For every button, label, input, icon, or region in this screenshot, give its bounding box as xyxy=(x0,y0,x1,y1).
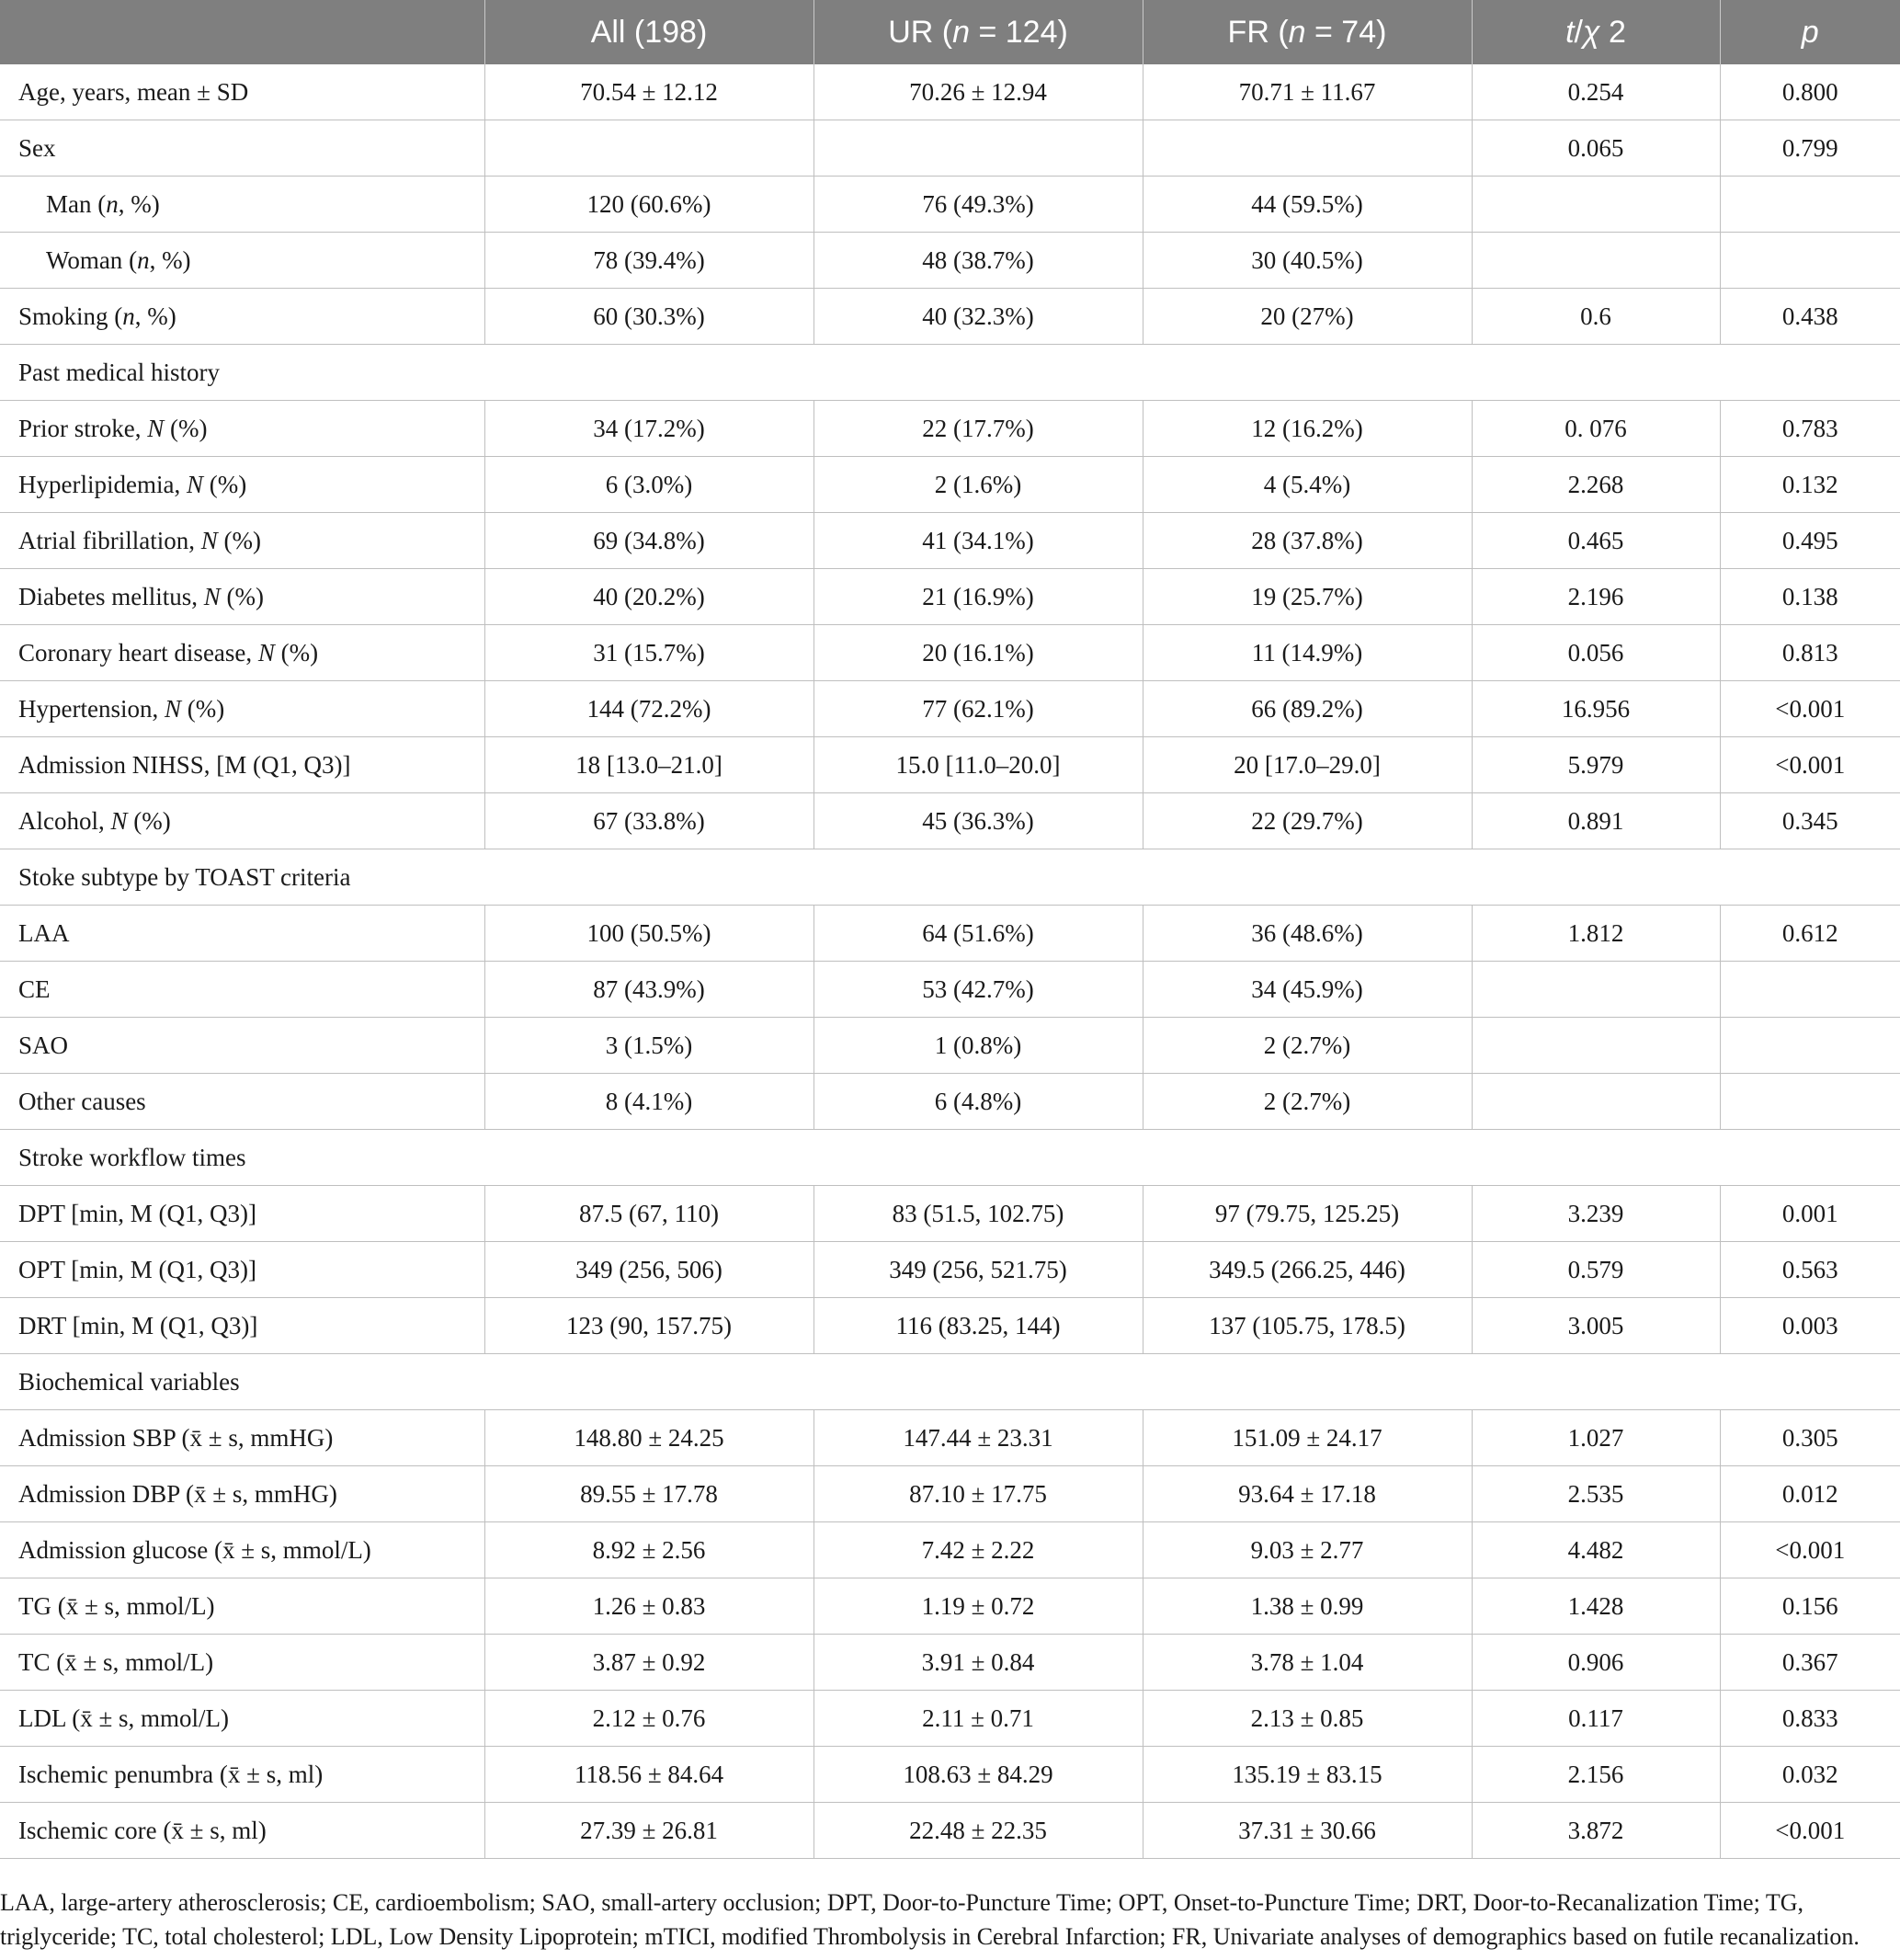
stat-cell: 5.979 xyxy=(1472,737,1720,793)
stat-cell: 3.872 xyxy=(1472,1803,1720,1859)
fr-cell: 137 (105.75, 178.5) xyxy=(1143,1298,1472,1354)
fr-cell: 151.09 ± 24.17 xyxy=(1143,1410,1472,1466)
fr-cell: 44 (59.5%) xyxy=(1143,177,1472,233)
table-row xyxy=(0,793,1900,849)
all-cell: 34 (17.2%) xyxy=(484,401,813,457)
all-cell: 100 (50.5%) xyxy=(484,906,813,962)
stat-cell: 0.254 xyxy=(1472,64,1720,120)
fr-cell: 11 (14.9%) xyxy=(1143,625,1472,681)
table-row xyxy=(0,906,1900,962)
p-value-cell: 0.367 xyxy=(1720,1635,1900,1691)
all-cell: 70.54 ± 12.12 xyxy=(484,64,813,120)
table-row xyxy=(0,1018,1900,1074)
header-cell xyxy=(0,0,484,64)
section-label: Stoke subtype by TOAST criteria xyxy=(0,849,1900,906)
p-value-cell: <0.001 xyxy=(1720,737,1900,793)
p-value-cell: <0.001 xyxy=(1720,1522,1900,1578)
row-label: Atrial fibrillation, N (%) xyxy=(0,513,484,569)
ur-cell: 83 (51.5, 102.75) xyxy=(813,1186,1143,1242)
all-cell: 120 (60.6%) xyxy=(484,177,813,233)
table-row xyxy=(0,1803,1900,1859)
fr-cell: 30 (40.5%) xyxy=(1143,233,1472,289)
table-row xyxy=(0,1691,1900,1747)
ur-cell: 2.11 ± 0.71 xyxy=(813,1691,1143,1747)
stat-cell: 0.117 xyxy=(1472,1691,1720,1747)
p-value-cell: 0.345 xyxy=(1720,793,1900,849)
section-label: Biochemical variables xyxy=(0,1354,1900,1410)
all-cell: 87.5 (67, 110) xyxy=(484,1186,813,1242)
p-value-cell: 0.001 xyxy=(1720,1186,1900,1242)
table-row xyxy=(0,962,1900,1018)
ur-cell xyxy=(813,120,1143,177)
ur-cell: 48 (38.7%) xyxy=(813,233,1143,289)
stat-cell: 2.268 xyxy=(1472,457,1720,513)
table-footnote: LAA, large-artery atherosclerosis; CE, cardioembolism; SAO, small-artery occlusion; DPT, Door-to-Puncture Time; OPT, Onset-to-Puncture Time; DRT, Door-to-Recanalization Time; TG, triglyceride; TC, total cholesterol; LDL, Low Density Lipoprotein; mTICI, modified Thrombolysis in Cerebral Infarction; FR, Univariate analyses of demographics based on futile recanalization. xyxy=(0,1889,1860,1950)
fr-cell: 20 [17.0–29.0] xyxy=(1143,737,1472,793)
header-cell: All (198) xyxy=(484,0,813,64)
p-value-cell: 0.003 xyxy=(1720,1298,1900,1354)
fr-cell: 2 (2.7%) xyxy=(1143,1018,1472,1074)
stat-cell: 2.196 xyxy=(1472,569,1720,625)
table-header xyxy=(0,0,1900,64)
stat-cell: 3.005 xyxy=(1472,1298,1720,1354)
row-label: Admission NIHSS, [M (Q1, Q3)] xyxy=(0,737,484,793)
all-cell: 1.26 ± 0.83 xyxy=(484,1578,813,1635)
row-label: Hyperlipidemia, N (%) xyxy=(0,457,484,513)
fr-cell: 70.71 ± 11.67 xyxy=(1143,64,1472,120)
fr-cell xyxy=(1143,120,1472,177)
all-cell: 144 (72.2%) xyxy=(484,681,813,737)
stat-cell: 2.156 xyxy=(1472,1747,1720,1803)
all-cell: 123 (90, 157.75) xyxy=(484,1298,813,1354)
row-label: Ischemic penumbra (x̄ ± s, ml) xyxy=(0,1747,484,1803)
p-value-cell: 0.012 xyxy=(1720,1466,1900,1522)
stat-cell: 1.027 xyxy=(1472,1410,1720,1466)
row-label: Admission SBP (x̄ ± s, mmHG) xyxy=(0,1410,484,1466)
all-cell: 27.39 ± 26.81 xyxy=(484,1803,813,1859)
all-cell: 78 (39.4%) xyxy=(484,233,813,289)
row-label: Hypertension, N (%) xyxy=(0,681,484,737)
ur-cell: 45 (36.3%) xyxy=(813,793,1143,849)
header-cell: FR (n = 74) xyxy=(1143,0,1472,64)
fr-cell: 28 (37.8%) xyxy=(1143,513,1472,569)
p-value-cell xyxy=(1720,233,1900,289)
stat-cell xyxy=(1472,962,1720,1018)
fr-cell: 34 (45.9%) xyxy=(1143,962,1472,1018)
table-row xyxy=(0,1410,1900,1466)
header-cell: p xyxy=(1720,0,1900,64)
all-cell: 60 (30.3%) xyxy=(484,289,813,345)
stat-cell: 1.812 xyxy=(1472,906,1720,962)
section-label: Stroke workflow times xyxy=(0,1130,1900,1186)
fr-cell: 1.38 ± 0.99 xyxy=(1143,1578,1472,1635)
p-value-cell xyxy=(1720,1018,1900,1074)
section-row xyxy=(0,1354,1900,1410)
ur-cell: 7.42 ± 2.22 xyxy=(813,1522,1143,1578)
header-cell: t/χ 2 xyxy=(1472,0,1720,64)
ur-cell: 87.10 ± 17.75 xyxy=(813,1466,1143,1522)
row-label: Admission glucose (x̄ ± s, mmol/L) xyxy=(0,1522,484,1578)
all-cell: 18 [13.0–21.0] xyxy=(484,737,813,793)
fr-cell: 4 (5.4%) xyxy=(1143,457,1472,513)
header-row xyxy=(0,0,1900,64)
fr-cell: 66 (89.2%) xyxy=(1143,681,1472,737)
row-label: Sex xyxy=(0,120,484,177)
p-value-cell: 0.799 xyxy=(1720,120,1900,177)
ur-cell: 116 (83.25, 144) xyxy=(813,1298,1143,1354)
row-label: LDL (x̄ ± s, mmol/L) xyxy=(0,1691,484,1747)
ur-cell: 147.44 ± 23.31 xyxy=(813,1410,1143,1466)
fr-cell: 36 (48.6%) xyxy=(1143,906,1472,962)
stat-cell xyxy=(1472,1018,1720,1074)
p-value-cell: 0.138 xyxy=(1720,569,1900,625)
p-value-cell: 0.305 xyxy=(1720,1410,1900,1466)
p-value-cell: 0.156 xyxy=(1720,1578,1900,1635)
p-value-cell: 0.800 xyxy=(1720,64,1900,120)
section-row xyxy=(0,849,1900,906)
ur-cell: 40 (32.3%) xyxy=(813,289,1143,345)
fr-cell: 349.5 (266.25, 446) xyxy=(1143,1242,1472,1298)
row-label: Coronary heart disease, N (%) xyxy=(0,625,484,681)
table-row xyxy=(0,120,1900,177)
all-cell: 349 (256, 506) xyxy=(484,1242,813,1298)
row-label: TC (x̄ ± s, mmol/L) xyxy=(0,1635,484,1691)
ur-cell: 1 (0.8%) xyxy=(813,1018,1143,1074)
stat-cell: 0.465 xyxy=(1472,513,1720,569)
row-label: Man (n, %) xyxy=(0,177,484,233)
fr-cell: 135.19 ± 83.15 xyxy=(1143,1747,1472,1803)
stat-cell: 0.906 xyxy=(1472,1635,1720,1691)
stat-cell: 0.579 xyxy=(1472,1242,1720,1298)
table-row xyxy=(0,1074,1900,1130)
ur-cell: 20 (16.1%) xyxy=(813,625,1143,681)
all-cell: 148.80 ± 24.25 xyxy=(484,1410,813,1466)
row-label: Other causes xyxy=(0,1074,484,1130)
stat-cell: 4.482 xyxy=(1472,1522,1720,1578)
table-row xyxy=(0,1522,1900,1578)
stat-cell: 1.428 xyxy=(1472,1578,1720,1635)
table-row xyxy=(0,457,1900,513)
ur-cell: 41 (34.1%) xyxy=(813,513,1143,569)
all-cell: 6 (3.0%) xyxy=(484,457,813,513)
row-label: Age, years, mean ± SD xyxy=(0,64,484,120)
table-row xyxy=(0,513,1900,569)
fr-cell: 22 (29.7%) xyxy=(1143,793,1472,849)
section-row xyxy=(0,1130,1900,1186)
table-row xyxy=(0,401,1900,457)
table-row xyxy=(0,1635,1900,1691)
row-label: OPT [min, M (Q1, Q3)] xyxy=(0,1242,484,1298)
stat-cell: 3.239 xyxy=(1472,1186,1720,1242)
all-cell: 3.87 ± 0.92 xyxy=(484,1635,813,1691)
fr-cell: 37.31 ± 30.66 xyxy=(1143,1803,1472,1859)
row-label: SAO xyxy=(0,1018,484,1074)
ur-cell: 77 (62.1%) xyxy=(813,681,1143,737)
all-cell: 8 (4.1%) xyxy=(484,1074,813,1130)
row-label: LAA xyxy=(0,906,484,962)
table-row xyxy=(0,625,1900,681)
fr-cell: 12 (16.2%) xyxy=(1143,401,1472,457)
p-value-cell: <0.001 xyxy=(1720,681,1900,737)
ur-cell: 2 (1.6%) xyxy=(813,457,1143,513)
table-row xyxy=(0,1466,1900,1522)
table-row xyxy=(0,289,1900,345)
all-cell: 67 (33.8%) xyxy=(484,793,813,849)
ur-cell: 22.48 ± 22.35 xyxy=(813,1803,1143,1859)
all-cell: 89.55 ± 17.78 xyxy=(484,1466,813,1522)
p-value-cell: <0.001 xyxy=(1720,1803,1900,1859)
row-label: Woman (n, %) xyxy=(0,233,484,289)
table-row xyxy=(0,177,1900,233)
row-label: CE xyxy=(0,962,484,1018)
ur-cell: 3.91 ± 0.84 xyxy=(813,1635,1143,1691)
row-label: TG (x̄ ± s, mmol/L) xyxy=(0,1578,484,1635)
p-value-cell: 0.563 xyxy=(1720,1242,1900,1298)
row-label: Admission DBP (x̄ ± s, mmHG) xyxy=(0,1466,484,1522)
stat-cell xyxy=(1472,233,1720,289)
p-value-cell xyxy=(1720,177,1900,233)
all-cell: 87 (43.9%) xyxy=(484,962,813,1018)
section-row xyxy=(0,345,1900,401)
stat-cell: 16.956 xyxy=(1472,681,1720,737)
ur-cell: 349 (256, 521.75) xyxy=(813,1242,1143,1298)
table-row xyxy=(0,737,1900,793)
row-label: Ischemic core (x̄ ± s, ml) xyxy=(0,1803,484,1859)
ur-cell: 15.0 [11.0–20.0] xyxy=(813,737,1143,793)
all-cell: 118.56 ± 84.64 xyxy=(484,1747,813,1803)
all-cell xyxy=(484,120,813,177)
all-cell: 69 (34.8%) xyxy=(484,513,813,569)
p-value-cell: 0.833 xyxy=(1720,1691,1900,1747)
row-label: DPT [min, M (Q1, Q3)] xyxy=(0,1186,484,1242)
table-row xyxy=(0,569,1900,625)
table-row xyxy=(0,64,1900,120)
header-cell: UR (n = 124) xyxy=(813,0,1143,64)
section-label: Past medical history xyxy=(0,345,1900,401)
p-value-cell: 0.132 xyxy=(1720,457,1900,513)
stat-cell: 0.6 xyxy=(1472,289,1720,345)
ur-cell: 70.26 ± 12.94 xyxy=(813,64,1143,120)
row-label: Alcohol, N (%) xyxy=(0,793,484,849)
p-value-cell: 0.612 xyxy=(1720,906,1900,962)
p-value-cell xyxy=(1720,1074,1900,1130)
all-cell: 8.92 ± 2.56 xyxy=(484,1522,813,1578)
stat-cell: 2.535 xyxy=(1472,1466,1720,1522)
row-label: DRT [min, M (Q1, Q3)] xyxy=(0,1298,484,1354)
ur-cell: 6 (4.8%) xyxy=(813,1074,1143,1130)
fr-cell: 2.13 ± 0.85 xyxy=(1143,1691,1472,1747)
fr-cell: 9.03 ± 2.77 xyxy=(1143,1522,1472,1578)
table-row xyxy=(0,233,1900,289)
table-row xyxy=(0,1186,1900,1242)
table-row xyxy=(0,681,1900,737)
p-value-cell: 0.438 xyxy=(1720,289,1900,345)
table-row xyxy=(0,1298,1900,1354)
ur-cell: 21 (16.9%) xyxy=(813,569,1143,625)
table-row xyxy=(0,1747,1900,1803)
fr-cell: 19 (25.7%) xyxy=(1143,569,1472,625)
fr-cell: 2 (2.7%) xyxy=(1143,1074,1472,1130)
ur-cell: 108.63 ± 84.29 xyxy=(813,1747,1143,1803)
ur-cell: 1.19 ± 0.72 xyxy=(813,1578,1143,1635)
stat-cell: 0.056 xyxy=(1472,625,1720,681)
table-body xyxy=(0,64,1900,1859)
table-row xyxy=(0,1242,1900,1298)
fr-cell: 97 (79.75, 125.25) xyxy=(1143,1186,1472,1242)
p-value-cell xyxy=(1720,962,1900,1018)
all-cell: 31 (15.7%) xyxy=(484,625,813,681)
fr-cell: 20 (27%) xyxy=(1143,289,1472,345)
stat-cell: 0.891 xyxy=(1472,793,1720,849)
row-label: Smoking (n, %) xyxy=(0,289,484,345)
all-cell: 2.12 ± 0.76 xyxy=(484,1691,813,1747)
fr-cell: 93.64 ± 17.18 xyxy=(1143,1466,1472,1522)
table-row xyxy=(0,1578,1900,1635)
p-value-cell: 0.813 xyxy=(1720,625,1900,681)
ur-cell: 53 (42.7%) xyxy=(813,962,1143,1018)
ur-cell: 76 (49.3%) xyxy=(813,177,1143,233)
ur-cell: 64 (51.6%) xyxy=(813,906,1143,962)
p-value-cell: 0.495 xyxy=(1720,513,1900,569)
p-value-cell: 0.032 xyxy=(1720,1747,1900,1803)
row-label: Diabetes mellitus, N (%) xyxy=(0,569,484,625)
p-value-cell: 0.783 xyxy=(1720,401,1900,457)
stat-cell xyxy=(1472,177,1720,233)
stat-cell: 0.065 xyxy=(1472,120,1720,177)
stat-cell xyxy=(1472,1074,1720,1130)
fr-cell: 3.78 ± 1.04 xyxy=(1143,1635,1472,1691)
ur-cell: 22 (17.7%) xyxy=(813,401,1143,457)
all-cell: 3 (1.5%) xyxy=(484,1018,813,1074)
row-label: Prior stroke, N (%) xyxy=(0,401,484,457)
stat-cell: 0. 076 xyxy=(1472,401,1720,457)
all-cell: 40 (20.2%) xyxy=(484,569,813,625)
